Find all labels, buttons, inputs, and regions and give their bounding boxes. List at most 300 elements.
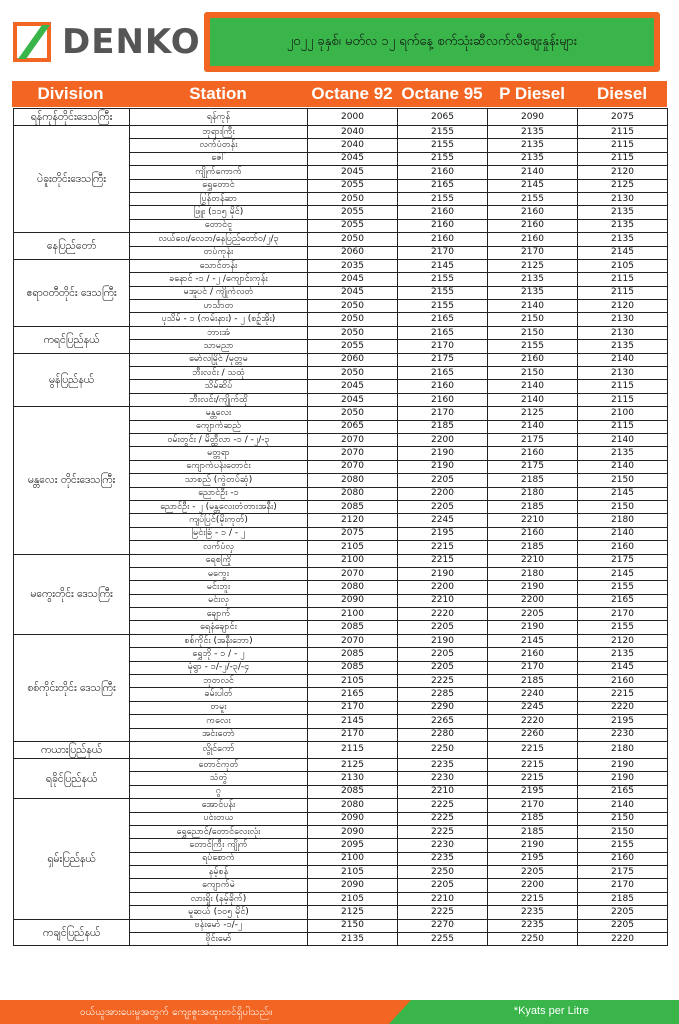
diesel-cell: 2115: [578, 393, 668, 406]
pdiesel-cell: 2140: [488, 166, 578, 179]
octane95-cell: 2255: [398, 933, 488, 946]
pdiesel-cell: 2170: [488, 661, 578, 674]
octane95-cell: 2290: [398, 701, 488, 714]
pdiesel-cell: 2150: [488, 326, 578, 339]
diesel-cell: 2195: [578, 715, 668, 728]
column-header-row: [12, 81, 667, 107]
pdiesel-cell: 2215: [488, 741, 578, 758]
column-header-diesel: Diesel: [596, 84, 648, 103]
station-cell: ဇေါ်: [130, 152, 308, 165]
station-cell: ဖြူး (၁၁၅ မိုင်): [130, 206, 308, 219]
station-cell: မအူပင် / ကျိုက်လတ်: [130, 286, 308, 299]
octane95-cell: 2205: [398, 648, 488, 661]
octane95-cell: 2200: [398, 487, 488, 500]
octane95-cell: 2285: [398, 688, 488, 701]
octane95-cell: 2160: [398, 233, 488, 246]
octane95-cell: 2235: [398, 852, 488, 865]
pdiesel-cell: 2170: [488, 246, 578, 259]
octane95-cell: 2280: [398, 728, 488, 741]
diesel-cell: 2140: [578, 460, 668, 473]
pdiesel-cell: 2235: [488, 919, 578, 932]
diesel-cell: 2205: [578, 919, 668, 932]
octane95-cell: 2205: [398, 661, 488, 674]
division-cell: နေပြည်တော်: [14, 233, 130, 260]
octane95-cell: 2170: [398, 407, 488, 420]
station-cell: လက်ပံတန်း: [130, 139, 308, 152]
octane95-cell: 2230: [398, 839, 488, 852]
octane92-cell: 2070: [308, 567, 398, 580]
pdiesel-cell: 2235: [488, 906, 578, 919]
diesel-cell: 2115: [578, 152, 668, 165]
station-cell: လွိုင်ကော်: [130, 741, 308, 758]
octane95-cell: 2230: [398, 772, 488, 785]
title-banner: [204, 12, 660, 72]
station-cell: လက်ပံလှ: [130, 541, 308, 554]
octane95-cell: 2160: [398, 393, 488, 406]
diesel-cell: 2145: [578, 661, 668, 674]
station-cell: မင်းဘူး: [130, 581, 308, 594]
pdiesel-cell: 2185: [488, 825, 578, 838]
octane92-cell: 2105: [308, 541, 398, 554]
octane92-cell: 2165: [308, 688, 398, 701]
diesel-cell: 2100: [578, 407, 668, 420]
pdiesel-cell: 2140: [488, 300, 578, 313]
octane95-cell: 2205: [398, 500, 488, 513]
station-cell: သာစည် (ကွဲတပ်ဆုံ): [130, 474, 308, 487]
price-table: [13, 108, 668, 946]
station-cell: ခနောင် -၁ / -၂ /ကျောင်းကုန်း: [130, 273, 308, 286]
pdiesel-cell: 2160: [488, 233, 578, 246]
diesel-cell: 2135: [578, 233, 668, 246]
pdiesel-cell: 2195: [488, 785, 578, 798]
station-cell: လားရှိုး (နမ့်ခိုက်): [130, 892, 308, 905]
station-cell: ဝမ်းတွင်း / မိတ္ထီလာ -၁ / -၂/-၃: [130, 433, 308, 446]
octane95-cell: 2165: [398, 313, 488, 326]
octane95-cell: 2245: [398, 514, 488, 527]
diesel-cell: 2220: [578, 933, 668, 946]
octane95-cell: 2220: [398, 608, 488, 621]
diesel-cell: 2120: [578, 166, 668, 179]
station-cell: ရွှေဘို - ၁ / - ၂: [130, 648, 308, 661]
column-header-pdiesel: P Diesel: [499, 84, 565, 103]
station-cell: အင်းတော်: [130, 728, 308, 741]
diesel-cell: 2230: [578, 728, 668, 741]
octane92-cell: 2045: [308, 273, 398, 286]
station-cell: ရပ်စောက်: [130, 852, 308, 865]
octane92-cell: 2070: [308, 460, 398, 473]
octane92-cell: 2080: [308, 474, 398, 487]
octane95-cell: 2250: [398, 866, 488, 879]
division-cell: ရခိုင်ပြည်နယ်: [14, 758, 130, 798]
diesel-cell: 2135: [578, 447, 668, 460]
octane92-cell: 2100: [308, 608, 398, 621]
diesel-cell: 2160: [578, 675, 668, 688]
column-header-station: Station: [189, 84, 247, 103]
pdiesel-cell: 2135: [488, 126, 578, 139]
pdiesel-cell: 2135: [488, 139, 578, 152]
octane95-cell: 2160: [398, 380, 488, 393]
diesel-cell: 2125: [578, 179, 668, 192]
pdiesel-cell: 2205: [488, 608, 578, 621]
octane95-cell: 2155: [398, 192, 488, 205]
octane92-cell: 2090: [308, 825, 398, 838]
pdiesel-cell: 2190: [488, 581, 578, 594]
pdiesel-cell: 2090: [488, 109, 578, 126]
pdiesel-cell: 2160: [488, 219, 578, 232]
octane95-cell: 2200: [398, 581, 488, 594]
station-cell: ကျပ်ပြင်(မိုးကုတ်): [130, 514, 308, 527]
octane92-cell: 2045: [308, 152, 398, 165]
octane92-cell: 2070: [308, 634, 398, 647]
octane92-cell: 2040: [308, 126, 398, 139]
station-cell: ဂွ: [130, 785, 308, 798]
station-cell: ကလေး: [130, 715, 308, 728]
diesel-cell: 2145: [578, 246, 668, 259]
octane92-cell: 2045: [308, 286, 398, 299]
pdiesel-cell: 2150: [488, 313, 578, 326]
pdiesel-cell: 2135: [488, 152, 578, 165]
octane92-cell: 2080: [308, 581, 398, 594]
diesel-cell: 2170: [578, 879, 668, 892]
octane92-cell: 2055: [308, 179, 398, 192]
diesel-cell: 2135: [578, 219, 668, 232]
diesel-cell: 2120: [578, 634, 668, 647]
octane95-cell: 2265: [398, 715, 488, 728]
diesel-cell: 2145: [578, 567, 668, 580]
octane92-cell: 2145: [308, 715, 398, 728]
diesel-cell: 2205: [578, 906, 668, 919]
pdiesel-cell: 2240: [488, 688, 578, 701]
diesel-cell: 2165: [578, 785, 668, 798]
pdiesel-cell: 2145: [488, 634, 578, 647]
octane95-cell: 2190: [398, 567, 488, 580]
diesel-cell: 2160: [578, 852, 668, 865]
octane95-cell: 2155: [398, 300, 488, 313]
division-cell: ကယားပြည်နယ်: [14, 741, 130, 758]
diesel-cell: 2170: [578, 608, 668, 621]
division-cell: ရန်ကုန်တိုင်းဒေသကြီး: [14, 109, 130, 126]
octane95-cell: 2205: [398, 621, 488, 634]
octane92-cell: 2105: [308, 675, 398, 688]
pdiesel-cell: 2160: [488, 447, 578, 460]
footer: [0, 1000, 679, 1024]
pdiesel-cell: 2200: [488, 879, 578, 892]
table-row: [14, 741, 668, 758]
octane95-cell: 2155: [398, 139, 488, 152]
pdiesel-cell: 2185: [488, 541, 578, 554]
octane95-cell: 2155: [398, 152, 488, 165]
octane92-cell: 2095: [308, 839, 398, 852]
table-row: [14, 326, 668, 339]
table-row: [14, 919, 668, 932]
diesel-cell: 2075: [578, 109, 668, 126]
octane95-cell: 2165: [398, 179, 488, 192]
diesel-cell: 2115: [578, 420, 668, 433]
octane92-cell: 2050: [308, 326, 398, 339]
unit-note: *Kyats per Litre: [513, 1005, 589, 1017]
station-cell: ပြွန်တန်ဆာ: [130, 192, 308, 205]
table-row: [14, 758, 668, 771]
station-cell: နမ့်စန်: [130, 866, 308, 879]
pdiesel-cell: 2185: [488, 812, 578, 825]
pdiesel-cell: 2170: [488, 799, 578, 812]
octane92-cell: 2115: [308, 741, 398, 758]
pdiesel-cell: 2135: [488, 273, 578, 286]
station-cell: စစ်ကိုင်း (အနီးဘော): [130, 634, 308, 647]
octane92-cell: 2065: [308, 420, 398, 433]
octane95-cell: 2225: [398, 906, 488, 919]
octane95-cell: 2250: [398, 741, 488, 758]
octane92-cell: 2050: [308, 233, 398, 246]
pdiesel-cell: 2215: [488, 772, 578, 785]
table-row: [14, 407, 668, 420]
station-cell: မော်လမြိုင် /မုတ္တမ: [130, 353, 308, 366]
octane95-cell: 2190: [398, 460, 488, 473]
octane95-cell: 2160: [398, 166, 488, 179]
octane92-cell: 2080: [308, 799, 398, 812]
diesel-cell: 2140: [578, 799, 668, 812]
octane92-cell: 2050: [308, 367, 398, 380]
station-cell: သောင်တန်း: [130, 259, 308, 272]
station-cell: ကျိုက်ကောက်: [130, 166, 308, 179]
octane95-cell: 2160: [398, 219, 488, 232]
pdiesel-cell: 2155: [488, 192, 578, 205]
division-cell: ကရင်ပြည်နယ်: [14, 326, 130, 353]
octane95-cell: 2185: [398, 420, 488, 433]
diesel-cell: 2120: [578, 300, 668, 313]
pdiesel-cell: 2125: [488, 407, 578, 420]
octane95-cell: 2160: [398, 206, 488, 219]
diesel-cell: 2105: [578, 259, 668, 272]
octane95-cell: 2205: [398, 474, 488, 487]
column-header-division: Division: [37, 84, 104, 103]
octane95-cell: 2225: [398, 799, 488, 812]
octane92-cell: 2035: [308, 259, 398, 272]
octane92-cell: 2070: [308, 447, 398, 460]
diesel-cell: 2115: [578, 139, 668, 152]
station-cell: ပင်းတယ: [130, 812, 308, 825]
diesel-cell: 2140: [578, 353, 668, 366]
octane95-cell: 2155: [398, 286, 488, 299]
diesel-cell: 2150: [578, 500, 668, 513]
pdiesel-cell: 2175: [488, 433, 578, 446]
octane95-cell: 2195: [398, 527, 488, 540]
diesel-cell: 2115: [578, 380, 668, 393]
pdiesel-cell: 2205: [488, 866, 578, 879]
station-cell: ကျောက်မဲ: [130, 879, 308, 892]
pdiesel-cell: 2185: [488, 474, 578, 487]
pdiesel-cell: 2215: [488, 758, 578, 771]
station-cell: ကျောက်ပန်းတောင်း: [130, 460, 308, 473]
octane92-cell: 2150: [308, 919, 398, 932]
diesel-cell: 2185: [578, 892, 668, 905]
octane92-cell: 2100: [308, 554, 398, 567]
diesel-cell: 2190: [578, 772, 668, 785]
octane95-cell: 2210: [398, 594, 488, 607]
octane92-cell: 2105: [308, 892, 398, 905]
octane95-cell: 2215: [398, 554, 488, 567]
station-cell: ချောက်: [130, 608, 308, 621]
division-cell: စစ်ကိုင်းတိုင်း ဒေသကြီး: [14, 634, 130, 741]
station-cell: တောင်ကြီး ကျိုက်: [130, 839, 308, 852]
station-cell: သံတွဲ: [130, 772, 308, 785]
octane92-cell: 2050: [308, 407, 398, 420]
octane95-cell: 2170: [398, 246, 488, 259]
station-cell: ရေနံချောင်း: [130, 621, 308, 634]
table-row: [14, 109, 668, 126]
division-cell: ကချင်ပြည်နယ်: [14, 919, 130, 946]
pdiesel-cell: 2145: [488, 179, 578, 192]
diesel-cell: 2165: [578, 594, 668, 607]
pdiesel-cell: 2175: [488, 460, 578, 473]
station-cell: မြင်းခြံ - ၁ / - ၂: [130, 527, 308, 540]
diesel-cell: 2130: [578, 192, 668, 205]
station-cell: ဗန်းမော် -၁/-၂: [130, 919, 308, 932]
octane92-cell: 2000: [308, 109, 398, 126]
octane92-cell: 2090: [308, 879, 398, 892]
pdiesel-cell: 2210: [488, 514, 578, 527]
diesel-cell: 2115: [578, 286, 668, 299]
pdiesel-cell: 2135: [488, 286, 578, 299]
station-cell: ကျောက်ဆည်: [130, 420, 308, 433]
diesel-cell: 2150: [578, 812, 668, 825]
octane95-cell: 2175: [398, 353, 488, 366]
station-cell: တောင်ကုတ်: [130, 758, 308, 771]
diesel-cell: 2175: [578, 554, 668, 567]
diesel-cell: 2150: [578, 825, 668, 838]
pdiesel-cell: 2220: [488, 715, 578, 728]
diesel-cell: 2115: [578, 273, 668, 286]
pdiesel-cell: 2250: [488, 933, 578, 946]
octane92-cell: 2085: [308, 661, 398, 674]
diesel-cell: 2175: [578, 866, 668, 879]
octane92-cell: 2055: [308, 219, 398, 232]
page-title: ၂၀၂၂ ခုနှစ်၊ မတ်လ ၁၂ ရက်နေ့ စက်သုံးဆီလက်လီဈေးနှုန်းများ: [210, 18, 654, 66]
station-cell: ဘုရားကြီး: [130, 126, 308, 139]
octane95-cell: 2205: [398, 879, 488, 892]
table-row: [14, 259, 668, 272]
octane95-cell: 2235: [398, 758, 488, 771]
price-table-body: [14, 109, 668, 946]
diesel-cell: 2130: [578, 326, 668, 339]
octane92-cell: 2050: [308, 300, 398, 313]
octane95-cell: 2170: [398, 340, 488, 353]
diesel-cell: 2155: [578, 581, 668, 594]
octane95-cell: 2165: [398, 367, 488, 380]
station-cell: သာမညာ: [130, 340, 308, 353]
table-row: [14, 353, 668, 366]
station-cell: ဟင်္သာတ: [130, 300, 308, 313]
octane95-cell: 2225: [398, 675, 488, 688]
octane92-cell: 2075: [308, 527, 398, 540]
pdiesel-cell: 2195: [488, 852, 578, 865]
station-cell: ရန်ကုန်: [130, 109, 308, 126]
station-cell: ညောင်ဦး -၁: [130, 487, 308, 500]
octane95-cell: 2210: [398, 785, 488, 798]
station-cell: မန္တလေး: [130, 407, 308, 420]
station-cell: ရေစကြို: [130, 554, 308, 567]
pdiesel-cell: 2155: [488, 340, 578, 353]
octane92-cell: 2060: [308, 246, 398, 259]
diesel-cell: 2135: [578, 340, 668, 353]
octane95-cell: 2155: [398, 126, 488, 139]
station-cell: အောင်ပန်း: [130, 799, 308, 812]
logo-mark-icon: [12, 19, 54, 65]
pdiesel-cell: 2185: [488, 675, 578, 688]
pdiesel-cell: 2160: [488, 206, 578, 219]
diesel-cell: 2180: [578, 514, 668, 527]
diesel-cell: 2215: [578, 688, 668, 701]
octane92-cell: 2060: [308, 353, 398, 366]
pdiesel-cell: 2140: [488, 393, 578, 406]
diesel-cell: 2140: [578, 527, 668, 540]
footer-note: ဝယ်ယူအားပေးမှုအတွက် ကျေးဇူးအထူးတင်ရှိပါသည်။: [80, 1007, 273, 1018]
pdiesel-cell: 2180: [488, 567, 578, 580]
pdiesel-cell: 2200: [488, 594, 578, 607]
station-cell: ဘုတလင်: [130, 675, 308, 688]
denko-logo: [12, 14, 202, 70]
octane92-cell: 2100: [308, 852, 398, 865]
station-cell: မူဆယ် (၁၀၅ မိုင်): [130, 906, 308, 919]
octane92-cell: 2085: [308, 648, 398, 661]
table-row: [14, 799, 668, 812]
diesel-cell: 2130: [578, 367, 668, 380]
octane92-cell: 2170: [308, 728, 398, 741]
station-cell: ဗိုင်းမော်: [130, 933, 308, 946]
octane92-cell: 2125: [308, 906, 398, 919]
octane92-cell: 2105: [308, 866, 398, 879]
pdiesel-cell: 2125: [488, 259, 578, 272]
octane95-cell: 2225: [398, 812, 488, 825]
diesel-cell: 2180: [578, 741, 668, 758]
division-cell: မွန်ပြည်နယ်: [14, 353, 130, 407]
diesel-cell: 2135: [578, 206, 668, 219]
station-cell: တမူး: [130, 701, 308, 714]
column-header-octane92: Octane 92: [311, 84, 393, 103]
octane95-cell: 2065: [398, 109, 488, 126]
octane92-cell: 2080: [308, 487, 398, 500]
station-cell: ခမ်းပါတ်: [130, 688, 308, 701]
diesel-cell: 2150: [578, 474, 668, 487]
table-row: [14, 126, 668, 139]
pdiesel-cell: 2260: [488, 728, 578, 741]
header: [0, 0, 679, 78]
table-row: [14, 634, 668, 647]
table-row: [14, 233, 668, 246]
octane95-cell: 2225: [398, 825, 488, 838]
octane92-cell: 2070: [308, 433, 398, 446]
pdiesel-cell: 2210: [488, 554, 578, 567]
station-cell: ပုသိမ် - ၁ (ကမ်းနား) - ၂ (စဉ့်အိုး): [130, 313, 308, 326]
station-cell: တပ်ကုန်း: [130, 246, 308, 259]
diesel-cell: 2145: [578, 487, 668, 500]
station-cell: တောင်ငူ: [130, 219, 308, 232]
octane95-cell: 2210: [398, 892, 488, 905]
octane92-cell: 2170: [308, 701, 398, 714]
octane95-cell: 2165: [398, 326, 488, 339]
pdiesel-cell: 2160: [488, 353, 578, 366]
octane92-cell: 2120: [308, 514, 398, 527]
division-cell: မန္တလေး တိုင်းဒေသကြီး: [14, 407, 130, 554]
diesel-cell: 2190: [578, 758, 668, 771]
column-header-octane95: Octane 95: [401, 84, 483, 103]
octane95-cell: 2190: [398, 634, 488, 647]
station-cell: လယ်ဝေး/လေဘ/နေပြည်တော်၀/၂/၃: [130, 233, 308, 246]
octane92-cell: 2055: [308, 340, 398, 353]
octane92-cell: 2125: [308, 758, 398, 771]
station-cell: ရွှေတောင်: [130, 179, 308, 192]
station-cell: သိမ်ဆိပ်: [130, 380, 308, 393]
